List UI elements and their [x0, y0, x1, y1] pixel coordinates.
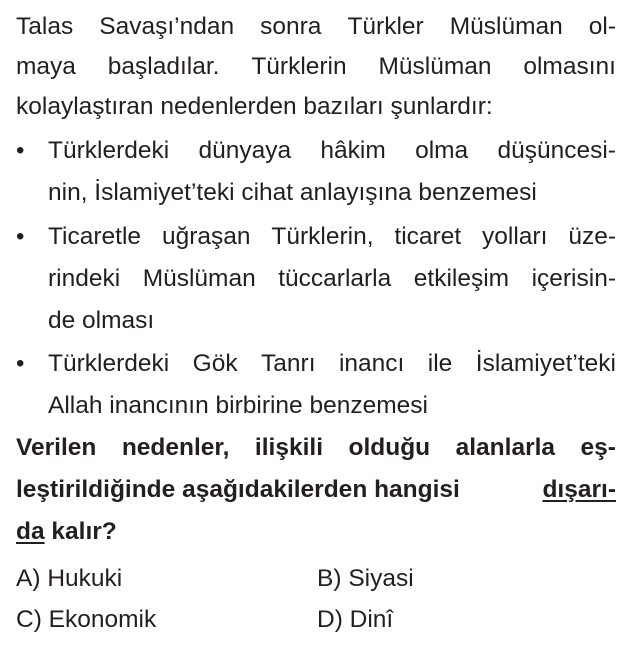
option-text: Hukuki	[47, 565, 123, 592]
word: inancı	[338, 350, 405, 377]
word: Tanrı	[261, 350, 316, 377]
word: Gök	[192, 350, 238, 377]
word: sonra	[260, 13, 322, 40]
word: alanlarla	[455, 434, 556, 461]
word: hâkim	[320, 137, 386, 164]
word: tüccarlarla	[278, 265, 392, 292]
word: de olması	[48, 307, 155, 334]
word: kolaylaştıran nedenlerden bazıları şunlardır:	[16, 93, 493, 120]
word: Türklerin,	[271, 223, 374, 250]
word: ticaret	[394, 223, 462, 250]
option-b[interactable]	[317, 564, 414, 594]
bullet-3-line-2	[48, 391, 428, 421]
intro-line-3	[16, 92, 493, 122]
word: olduğu	[348, 434, 431, 461]
word: maya	[16, 53, 76, 80]
word: Ticaretle	[48, 223, 142, 250]
bullet-3-line-1	[48, 349, 616, 379]
option-letter: A)	[16, 565, 41, 592]
option-text: Dinî	[349, 606, 394, 633]
word: nin, İslamiyet’teki cihat anlayışına benzemesi	[48, 179, 537, 206]
word: Türkler	[347, 13, 424, 40]
word: ile	[427, 350, 453, 377]
word: Müslüman	[449, 13, 563, 40]
option-d[interactable]	[317, 605, 393, 635]
question-line-2	[16, 475, 616, 505]
bullet-2-line-1	[48, 222, 616, 252]
word: ol-	[588, 13, 616, 40]
intro-line-2	[16, 52, 616, 82]
word: ilişkili	[254, 434, 323, 461]
bullet-1-line-2	[48, 178, 537, 208]
bullet-marker: •	[16, 223, 25, 250]
word: Türklerin	[251, 53, 347, 80]
word: etkileşim	[413, 265, 510, 292]
word: rindeki	[48, 265, 121, 292]
word: Talas	[16, 13, 74, 40]
word: dünyaya	[198, 137, 292, 164]
bullet-1-line-1	[48, 136, 616, 166]
word: Müslüman	[378, 53, 492, 80]
bullet-marker: •	[16, 137, 25, 164]
word: düşüncesi-	[497, 137, 616, 164]
bullet-marker: •	[16, 350, 25, 377]
question-text: leştirildiğinde aşağıdakilerden hangisi	[16, 476, 460, 503]
word: nedenler,	[121, 434, 230, 461]
option-c[interactable]	[16, 605, 156, 635]
question-line-1	[16, 433, 616, 463]
option-letter: B)	[317, 565, 342, 592]
word: Müslüman	[142, 265, 256, 292]
word: Savaşı’ndan	[99, 13, 235, 40]
emphasis-word: da	[16, 518, 45, 545]
emphasis-word: dışarı-	[542, 476, 616, 503]
word: üze-	[568, 223, 616, 250]
option-letter: D)	[317, 606, 343, 633]
word: içerisin-	[531, 265, 616, 292]
intro-line-1	[16, 12, 616, 42]
word: başladılar.	[107, 53, 220, 80]
word: olma	[415, 137, 469, 164]
question-text: kalır?	[44, 518, 117, 545]
word: İslamiyet’teki	[475, 350, 616, 377]
word: yolları	[482, 223, 548, 250]
option-a[interactable]	[16, 564, 122, 594]
word: uğraşan	[161, 223, 251, 250]
word: Verilen	[16, 434, 97, 461]
question-line-3	[16, 517, 117, 547]
option-text: Ekonomik	[48, 606, 157, 633]
word: Türklerdeki	[48, 137, 170, 164]
word: Allah inancının birbirine benzemesi	[48, 392, 428, 419]
bullet-2-line-3	[48, 306, 154, 336]
word: olmasını	[523, 53, 616, 80]
option-text: Siyasi	[348, 565, 414, 592]
bullet-2-line-2	[48, 264, 616, 294]
option-letter: C)	[16, 606, 42, 633]
word: eş-	[580, 434, 616, 461]
word: Türklerdeki	[48, 350, 170, 377]
